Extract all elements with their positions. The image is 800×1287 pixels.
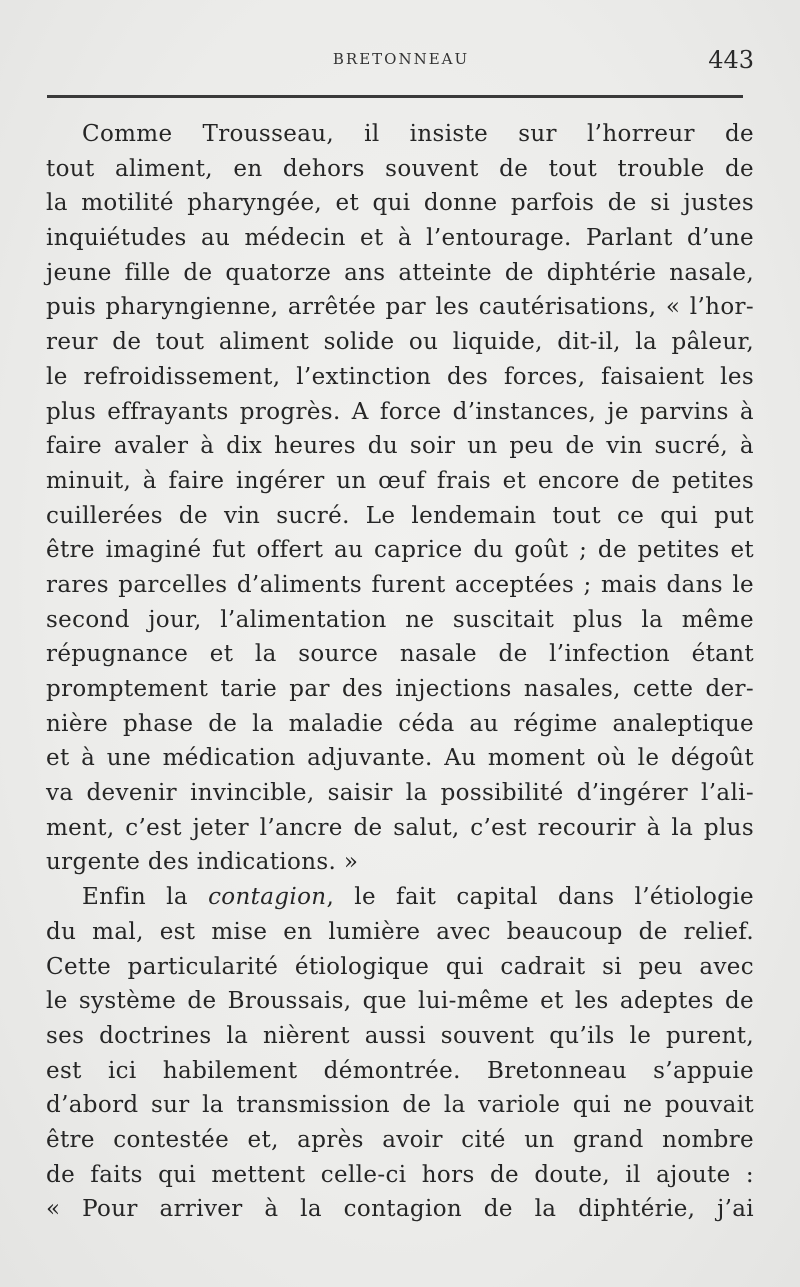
text-line: est ici habilement démontrée. Bretonneau s’appuie [46, 1057, 754, 1084]
page-number: 443 [708, 46, 754, 74]
text-line: être contestée et, après avoir cité un grand nombre [46, 1126, 754, 1153]
text-line: puis pharyngienne, arrêtée par les cautérisations, « l’hor- [46, 294, 754, 321]
text-line: minuit, à faire ingérer un œuf frais et encore de petites [46, 467, 754, 494]
text-line: de faits qui mettent celle-ci hors de doute, il ajoute : [46, 1161, 754, 1188]
text-line: rares parcelles d’aliments furent acceptées ; mais dans le [46, 571, 754, 598]
body-text [46, 117, 754, 1227]
text-line: inquiétudes au médecin et à l’entourage. Parlant d’une [46, 225, 754, 252]
emphasis-contagion: contagion [208, 884, 327, 911]
text-span: , le fait capital dans l’étiologie [326, 884, 754, 911]
running-title: BRETONNEAU [332, 50, 470, 68]
text-line: et à une médication adjuvante. Au moment où le dégoût [46, 745, 754, 772]
text-line: promptement tarie par des injections nasales, cette der- [46, 676, 754, 702]
text-line: répugnance et la source nasale de l’infection étant [46, 641, 754, 668]
paragraph-1 [46, 117, 754, 880]
paragraph-2 [46, 880, 754, 1227]
text-line: reur de tout aliment solide ou liquide, dit-il, la pâleur, [46, 329, 754, 356]
text-line: être imaginé fut offert au caprice du goût ; de petites et [46, 537, 754, 564]
text-line: « Pour arriver à la contagion de la diphtérie, j’ai [46, 1196, 754, 1223]
running-header [48, 46, 754, 76]
text-line: Comme Trousseau, il insiste sur l’horreur de [82, 121, 754, 147]
text-line: va devenir invincible, saisir la possibilité d’ingérer l’ali- [46, 780, 754, 807]
text-line: faire avaler à dix heures du soir un peu de vin sucré, à [46, 433, 754, 460]
text-line: ment, c’est jeter l’ancre de salut, c’est recourir à la plus [46, 814, 754, 841]
text-line: la motilité pharyngée, et qui donne parfois de si justes [46, 190, 754, 217]
text-line: jeune fille de quatorze ans atteinte de diphtérie nasale, [46, 259, 754, 286]
text-line: d’abord sur la transmission de la variole qui ne pouvait [46, 1092, 754, 1119]
header-rule [47, 95, 743, 98]
text-line: du mal, est mise en lumière avec beaucoup de relief. [46, 918, 754, 945]
text-line: urgente des indications. » [46, 849, 359, 876]
text-line: Cette particularité étiologique qui cadrait si peu avec [46, 953, 754, 980]
text-line: tout aliment, en dehors souvent de tout trouble de [46, 155, 754, 182]
text-line: le refroidissement, l’extinction des forces, faisaient les [46, 363, 754, 390]
text-line: second jour, l’alimentation ne suscitait plus la même [46, 606, 754, 633]
text-line [46, 880, 754, 915]
text-line: nière phase de la maladie céda au régime analeptique [46, 710, 754, 737]
text-span: Enfin la [82, 884, 209, 911]
text-line: cuillerées de vin sucré. Le lendemain tout ce qui put [46, 502, 754, 529]
text-line: ses doctrines la nièrent aussi souvent qu’ils le purent, [46, 1022, 754, 1049]
text-line: plus effrayants progrès. A force d’instances, je parvins à [46, 398, 754, 425]
text-line: le système de Broussais, que lui-même et les adeptes de [46, 988, 754, 1015]
